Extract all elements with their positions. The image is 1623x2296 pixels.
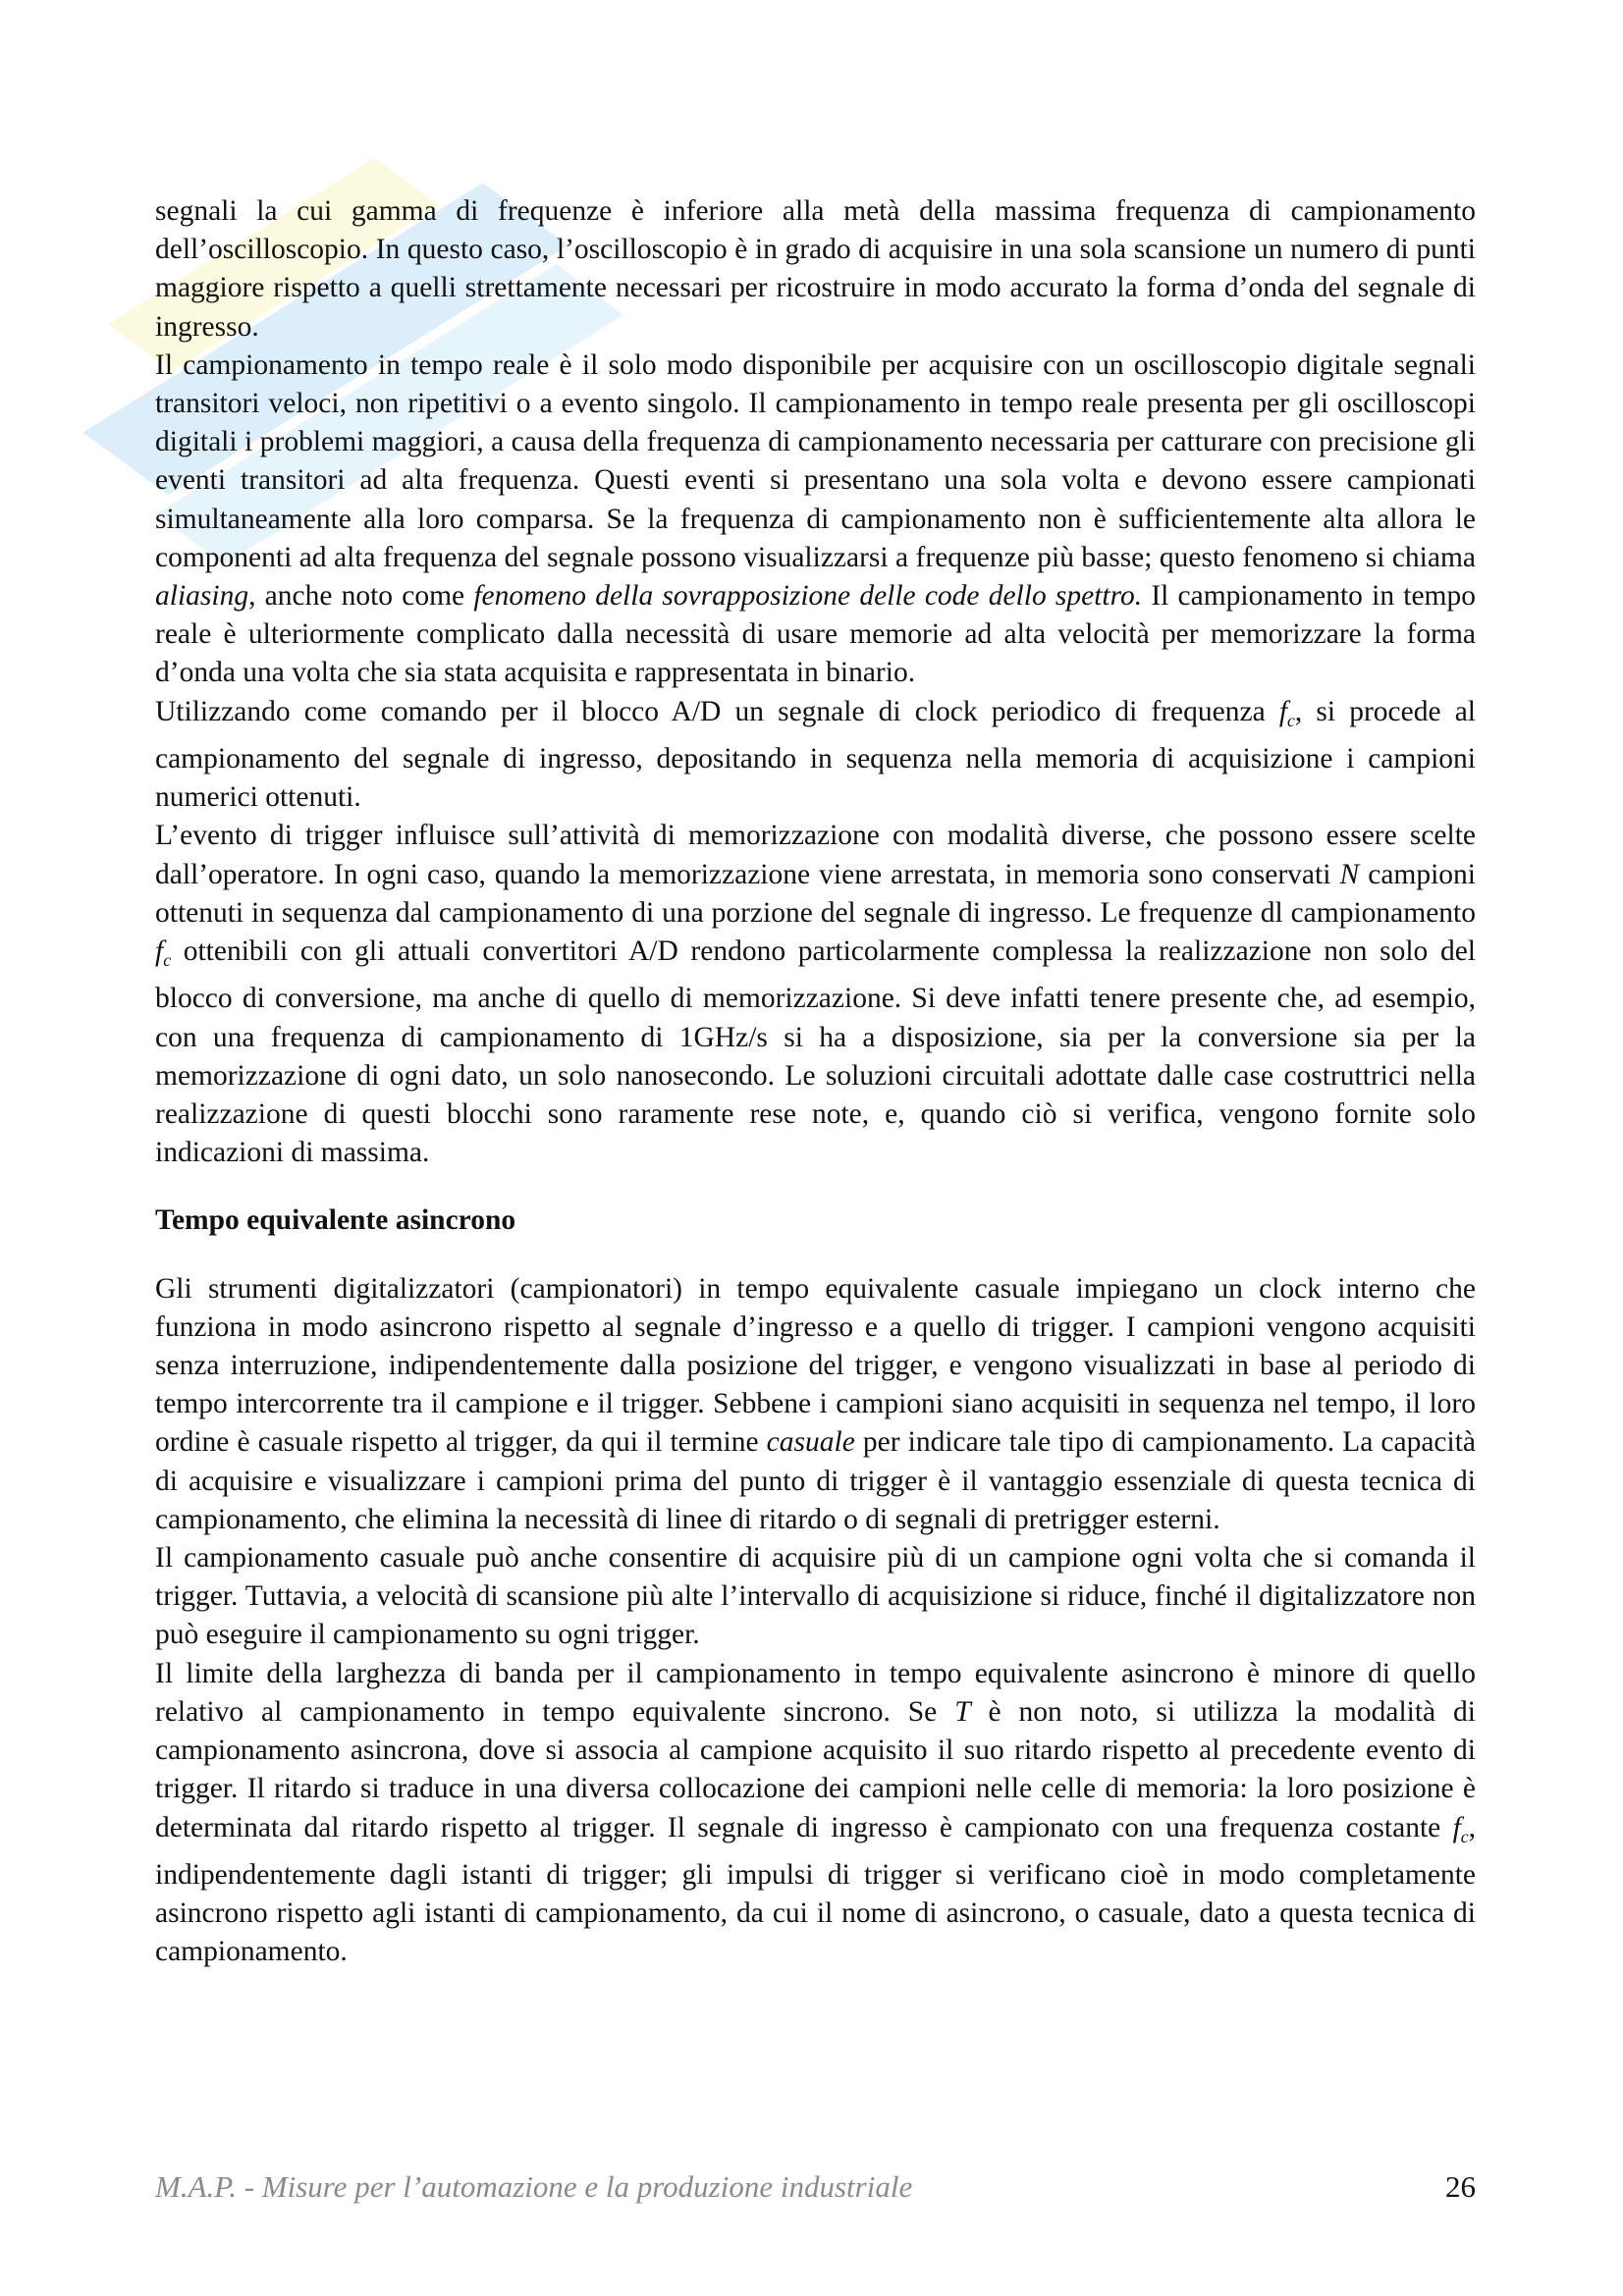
paragraph-3: Utilizzando come comando per il blocco A/D un segnale di clock periodico di frequenza $f_c$, si procede al campionamento del segnale di ingresso, depositando in sequenza nella memoria di acquisizione i campioni numerici ottenuti.: [155, 695, 1476, 814]
paragraph-2: Il campionamento in tempo reale è il solo modo disponibile per acquisire con un oscilloscopio digitale segnali transitori veloci, non ripetitivi o a evento singolo. Il campionamento in tempo reale presenta per gli oscilloscopi digitali i problemi maggiori, a causa della frequenza di campionamento necessaria per catturare con precisione gli eventi transitori ad alta frequenza. Questi eventi si presentano una sola volta e devono essere campionati simultaneamente alla loro comparsa. Se la frequenza di campionamento non è sufficientemente alta allora le componenti ad alta frequenza del segnale possono visualizzarsi a frequenze più basse; questo fenomeno si chiama aliasing, anche noto come fenomeno della sovrapposizione delle code dello spettro. Il campionamento in tempo reale è ulteriormente complicato dalla necessità di usare memorie ad alta velocità per memorizzare la forma d’onda una volta che sia stata acquisita e rappresentata in binario.: [155, 348, 1476, 689]
formula-fc: $f_c$: [1278, 695, 1295, 730]
symbol-t: T: [954, 1695, 971, 1728]
page-footer: [155, 2169, 1476, 2209]
paragraph-6: Il campionamento casuale può anche consentire di acquisire più di un campione ogni volta che si comanda il trigger. Tuttavia, a velocità di scansione più alte l’intervallo di acquisizione si riduce, finché il digitalizzatore non può eseguire il campionamento su ogni trigger.: [155, 1542, 1476, 1651]
paragraph-1: segnali la cui gamma di frequenze è inferiore alla metà della massima frequenza di campionamento dell’oscilloscopio. In questo caso, l’oscilloscopio è in grado di acquisire in una sola scansione un numero di punti maggiore rispetto a quelli strettamente necessari per ricostruire in modo accurato la forma d’onda del segnale di ingresso.: [155, 195, 1476, 343]
formula-fc: $f_c$: [1452, 1811, 1469, 1846]
term-aliasing: aliasing: [155, 580, 249, 613]
symbol-n: N: [1339, 858, 1360, 890]
paragraph-4: L’evento di trigger influisce sull’attività di memorizzazione con modalità diverse, che possono essere scelte dall’operatore. In ogni caso, quando la memorizzazione viene arrestata, in memoria sono conservati N campioni ottenuti in sequenza dal campionamento di una porzione del segnale di ingresso. Le frequenze dl campionamento $f_c$ ottenibili con gli attuali convertitori A/D rendono particolarmente complessa la realizzazione non solo del blocco di conversione, ma anche di quello di memorizzazione. Si deve infatti tenere presente che, ad esempio, con una frequenza di campionamento di 1GHz/s si ha a disposizione, sia per la conversione sia per la memorizzazione di ogni dato, un solo nanosecondo. Le soluzioni circuitali adottate dalle case costruttrici nella realizzazione di questi blocchi sono raramente rese note, e, quando ciò si verifica, vengono fornite solo indicazioni di massima.: [155, 820, 1476, 1169]
section-heading: Tempo equivalente asincrono: [155, 1204, 516, 1237]
page-number: 26: [1445, 2169, 1476, 2204]
term-sovrapposizione: fenomeno della sovrapposizione delle code dello spettro.: [473, 580, 1143, 613]
document-body: [155, 192, 1476, 1972]
footer-title: M.A.P. - Misure per l’automazione e la produzione industriale: [155, 2169, 913, 2204]
paragraph-5: Gli strumenti digitalizzatori (campionatori) in tempo equivalente casuale impiegano un clock interno che funziona in modo asincrono rispetto al segnale d’ingresso e a quello di trigger. I campioni vengono acquisiti senza interruzione, indipendentemente dalla posizione del trigger, e vengono visualizzati in base al periodo di tempo intercorrente tra il campione e il trigger. Sebbene i campioni siano acquisiti in sequenza nel tempo, il loro ordine è casuale rispetto al trigger, da qui il termine casuale per indicare tale tipo di campionamento. La capacità di acquisire e visualizzare i campioni prima del punto di trigger è il vantaggio essenziale di questa tecnica di campionamento, che elimina la necessità di linee di ritardo o di segnali di pretrigger esterni.: [155, 1272, 1477, 1535]
paragraph-7: Il limite della larghezza di banda per il campionamento in tempo equivalente asincrono è minore di quello relativo al campionamento in tempo equivalente sincrono. Se T è non noto, si utilizza la modalità di campionamento asincrona, dove si associa al campione acquisito il suo ritardo rispetto al precedente evento di trigger. Il ritardo si traduce in una diversa collocazione dei campioni nelle celle di memoria: la loro posizione è determinata dal ritardo rispetto al trigger. Il segnale di ingresso è campionato con una frequenza costante $f_c$, indipendentemente dagli istanti di trigger; gli impulsi di trigger si verificano cioè in modo completamente asincrono rispetto agli istanti di campionamento, da cui il nome di asincrono, o casuale, dato a questa tecnica di campionamento.: [155, 1657, 1476, 1968]
formula-fc: $f_c$: [155, 935, 172, 971]
term-casuale: casuale: [766, 1426, 855, 1459]
